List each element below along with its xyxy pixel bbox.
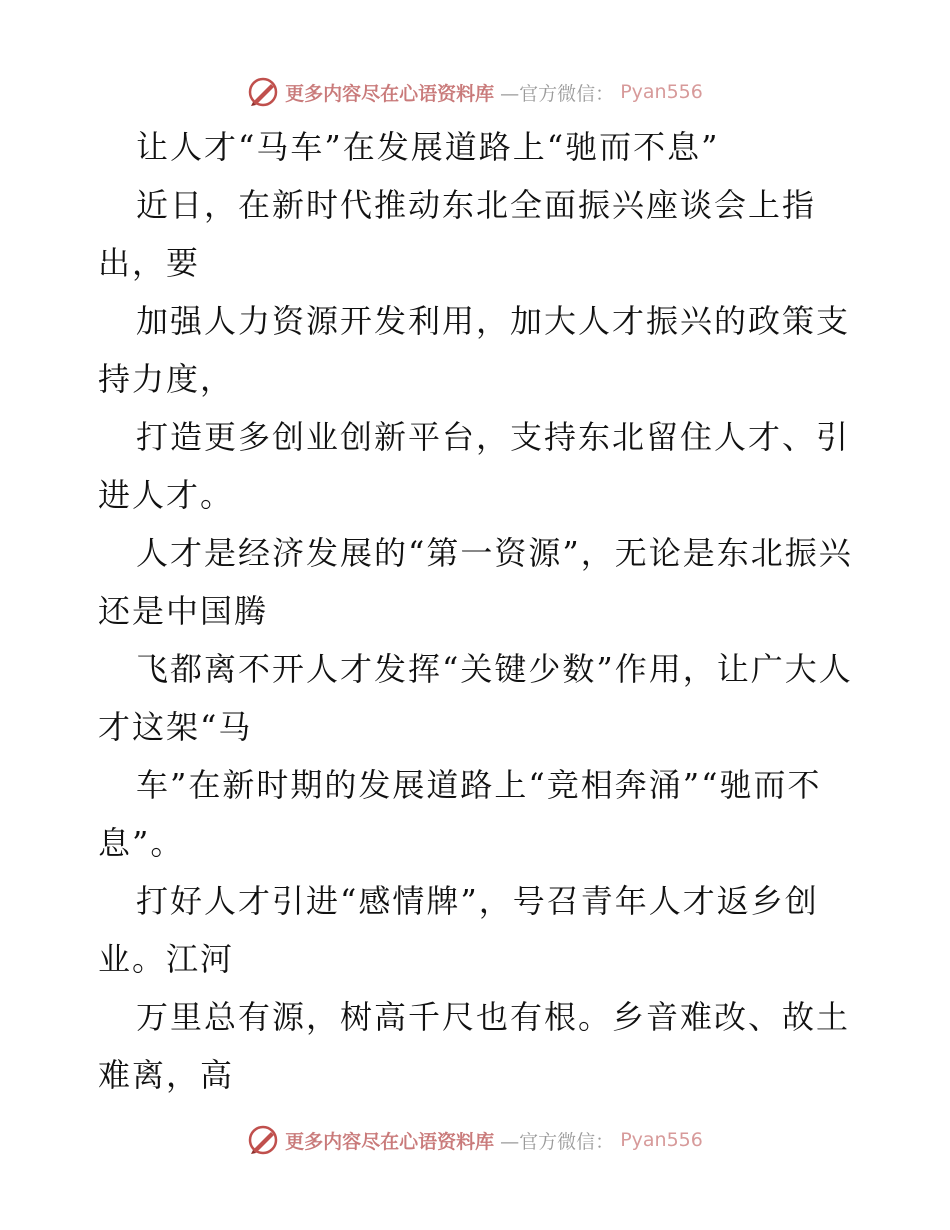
paragraph-title: 让人才“马车”在发展道路上“驰而不息” (136, 128, 720, 166)
paragraph: 打好人才引进“感情牌”，号召青年人才返乡创业。江河 (98, 882, 819, 978)
watermark-text: 更多内容尽在心语资料库 (285, 1130, 495, 1153)
footer-watermark (0, 1120, 950, 1160)
paragraph: 近日，在新时代推动东北全面振兴座谈会上指出，要 (98, 186, 817, 282)
pen-logo-icon (247, 1124, 279, 1156)
watermark-separator: —官方微信： (500, 82, 615, 105)
header-watermark (0, 72, 950, 112)
watermark-wechat-id: Pyan556 (620, 1129, 703, 1151)
document-body (98, 118, 858, 1104)
paragraph: 车”在新时期的发展道路上“竞相奔涌”“驰而不息”。 (98, 766, 822, 862)
paragraph: 万里总有源，树高千尺也有根。乡音难改、故土难离，高 (98, 998, 851, 1094)
watermark-text: 更多内容尽在心语资料库 (285, 82, 495, 105)
pen-logo-icon (247, 76, 279, 108)
paragraph: 加强人力资源开发利用，加大人才振兴的政策支持力度， (98, 302, 851, 398)
watermark-separator: —官方微信： (500, 1130, 615, 1153)
watermark-wechat-id: Pyan556 (620, 81, 703, 103)
paragraph: 打造更多创业创新平台，支持东北留住人才、引进人才。 (98, 418, 851, 514)
paragraph: 飞都离不开人才发挥“关键少数”作用，让广大人才这架“马 (98, 650, 853, 746)
paragraph: 人才是经济发展的“第一资源”，无论是东北振兴还是中国腾 (98, 534, 853, 630)
